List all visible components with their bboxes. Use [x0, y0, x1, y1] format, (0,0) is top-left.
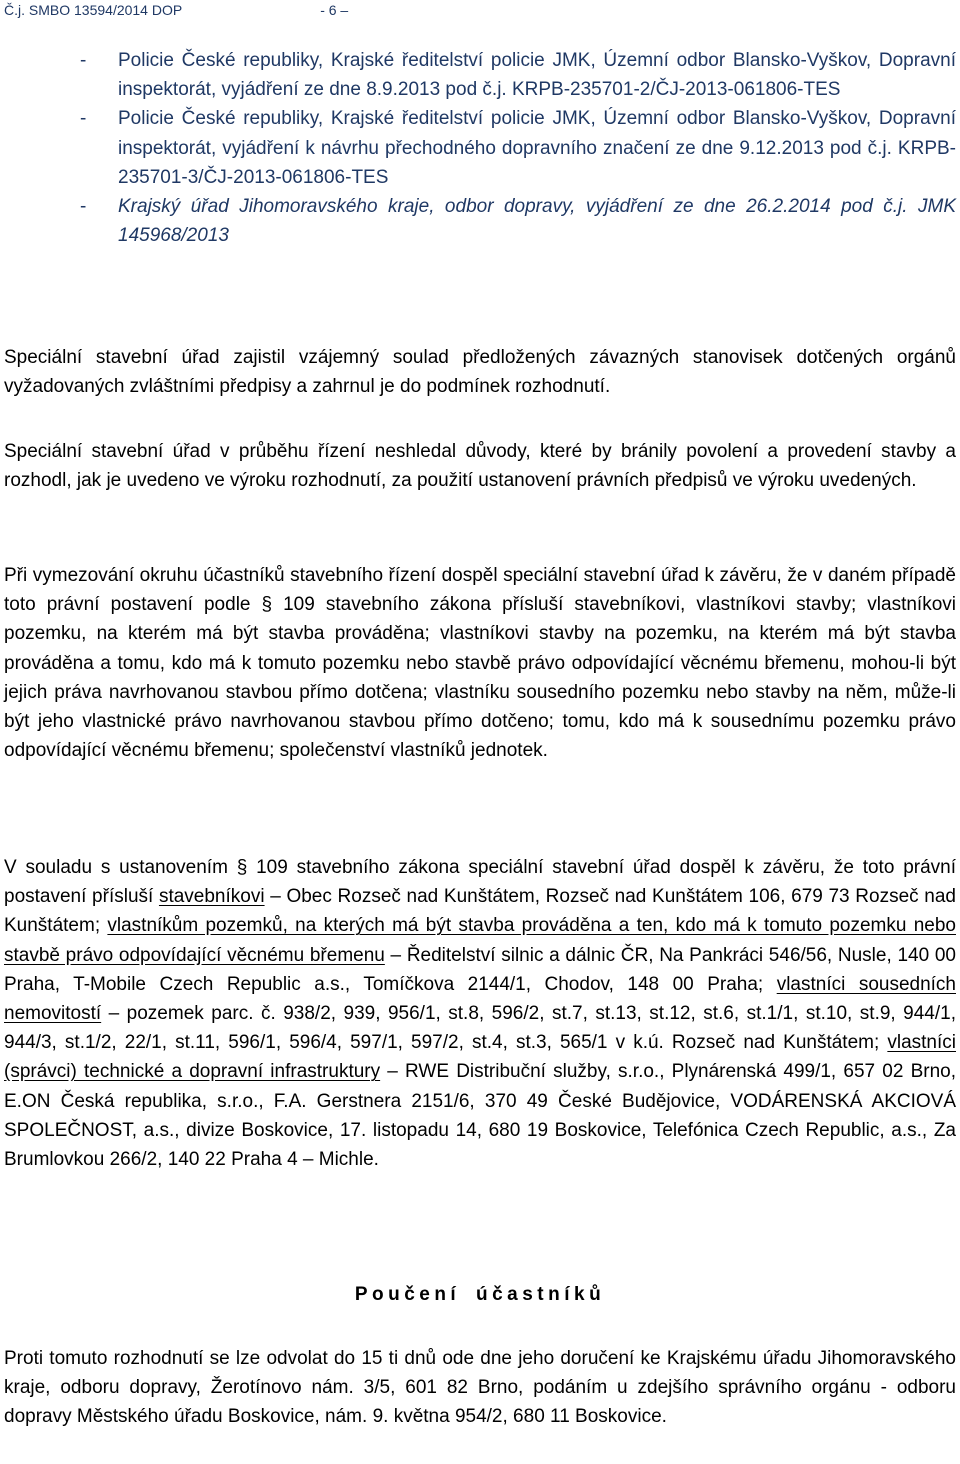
paragraph-appeal: Proti tomuto rozhodnutí se lze odvolat do 15 ti dnů ode dne jeho doručení ke Krajskému úřadu Jihomoravského kraje, odboru dopravy, Žerotínovo nám. 3/5, 601 82 Brno, podáním u zdejšího správního orgánu - odboru dopravy Městského úřadu Boskovice, nám. 9. května 954/2, 680 11 Boskovice.: [4, 1348, 956, 1428]
document-reference: Č.j. SMBO 13594/2014 DOP: [4, 2, 183, 18]
participants-text: – Ředitelství silnic a dálnic ČR, Na Pankráci 546/56, Nusle, 140 00 Praha, T-Mobile Czech Republic a.s., Tomíčkova 2144/1, Chodov, 148 00 Praha;: [4, 944, 956, 995]
opinion-text: Krajský úřad Jihomoravského kraje, odbor dopravy, vyjádření ze dne 26.2.2014 pod č.j. JMK 145968/2013: [118, 196, 956, 247]
paragraph-opinions-harmony: Speciální stavební úřad zajistil vzájemný soulad předložených závazných stanovisek dotčených orgánů vyžadovaných zvláštními předpisy a zahrnul je do podmínek rozhodnutí.: [4, 347, 956, 398]
opinion-text: Policie České republiky, Krajské ředitelství policie JMK, Územní odbor Blansko-Vyškov, Dopravní inspektorát, vyjádření ze dne 8.9.2013 pod č.j. KRPB-235701-2/ČJ-2013-061806-TES: [118, 50, 956, 101]
opinion-text: Policie České republiky, Krajské ředitelství policie JMK, Územní odbor Blansko-Vyškov, Dopravní inspektorát, vyjádření k návrhu přechodného dopravního značení ze dne 9.12.2013 pod č.j. KRPB-235701-3/ČJ-2013-061806-TES: [118, 108, 956, 188]
opinion-item-3: [4, 192, 956, 250]
opinion-item-1: [4, 46, 956, 104]
paragraph-no-obstacles: Speciální stavební úřad v průběhu řízení neshledal důvody, které by bránily povolení a provedení stavby a rozhodl, jak je uvedeno ve výroku rozhodnutí, za použití ustanovení právních předpisů ve výroku uvedených.: [4, 441, 956, 492]
section-heading-instructions: Poučení účastníků: [354, 1284, 606, 1305]
participants-text: – Obec Rozseč nad Kunštátem, Rozseč nad Kunštátem 106, 679 73 Rozseč nad Kunštátem;: [4, 886, 956, 937]
list-dash: -: [80, 196, 87, 218]
participants-text: V souladu s ustanovením § 109 stavebního zákona speciální stavební úřad dospěl k závěru, že toto právní postavení přísluší: [4, 857, 956, 908]
paragraph-participants-list: [4, 853, 956, 1174]
page-number: - 6 –: [320, 2, 349, 18]
opinion-item-2: [4, 104, 956, 192]
opinions-list: [4, 46, 956, 250]
participants-text: – RWE Distribuční služby, s.r.o., Plynárenská 499/1, 657 02 Brno, E.ON Česká republika, s.r.o., F.A. Gerstnera 2151/6, 370 49 České Budějovice, VODÁRENSKÁ AKCIOVÁ SPOLEČNOST, a.s., divize Boskovice, 17. listopadu 14, 680 19 Boskovice, Telefónica Czech Republic, a.s., Za Brumlovkou 266/2, 140 22 Praha 4 – Michle.: [4, 1061, 956, 1171]
participants-label-owners: vlastníkům pozemků, na kterých má být stavba prováděna a ten, kdo má k tomuto pozemku nebo stavbě právo odpovídající věcnému břemenu: [4, 915, 956, 966]
paragraph-participants-scope: Při vymezování okruhu účastníků stavebního řízení dospěl speciální stavební úřad k závěru, že v daném případě toto právní postavení podle § 109 stavebního zákona přísluší stavebníkovi, vlastníkovi stavby; vlastníkovi pozemku, na kterém má být stavba prováděna; vlastníkovi stavby na pozemku, na kterém má být stavba prováděna a tomu, kdo má k tomuto pozemku nebo stavbě právo odpovídající věcnému břemenu, mohou-li být jejich práva navrhovanou stavbou přímo dotčena; vlastníku sousedního pozemku nebo stavby na něm, může-li být jeho vlastnické právo navrhovanou stavbou přímo dotčeno; tomu, kdo má k sousednímu pozemku právo odpovídající věcnému břemenu; společenství vlastníků jednotek.: [4, 565, 956, 762]
list-dash: -: [80, 50, 87, 71]
list-dash: -: [80, 108, 87, 130]
participants-text: – pozemek parc. č. 938/2, 939, 956/1, st.8, 596/2, st.7, st.13, st.12, st.6, st.1/1, st.10, st.9, 944/1, 944/3, st.1/2, 22/1, st.11, 596/1, 596/4, 597/1, 597/2, st.4, st.3, 565/1 v k.ú. Rozseč nad Kunštátem;: [4, 1003, 956, 1054]
participants-label-neighbours: vlastníci sousedních nemovitostí: [4, 973, 956, 1025]
participants-label-infrastructure: vlastníci (správci) technické a dopravní infrastruktury: [4, 1032, 956, 1083]
page-header: [4, 0, 348, 20]
participants-label-builder: stavebníkovi: [158, 886, 265, 908]
